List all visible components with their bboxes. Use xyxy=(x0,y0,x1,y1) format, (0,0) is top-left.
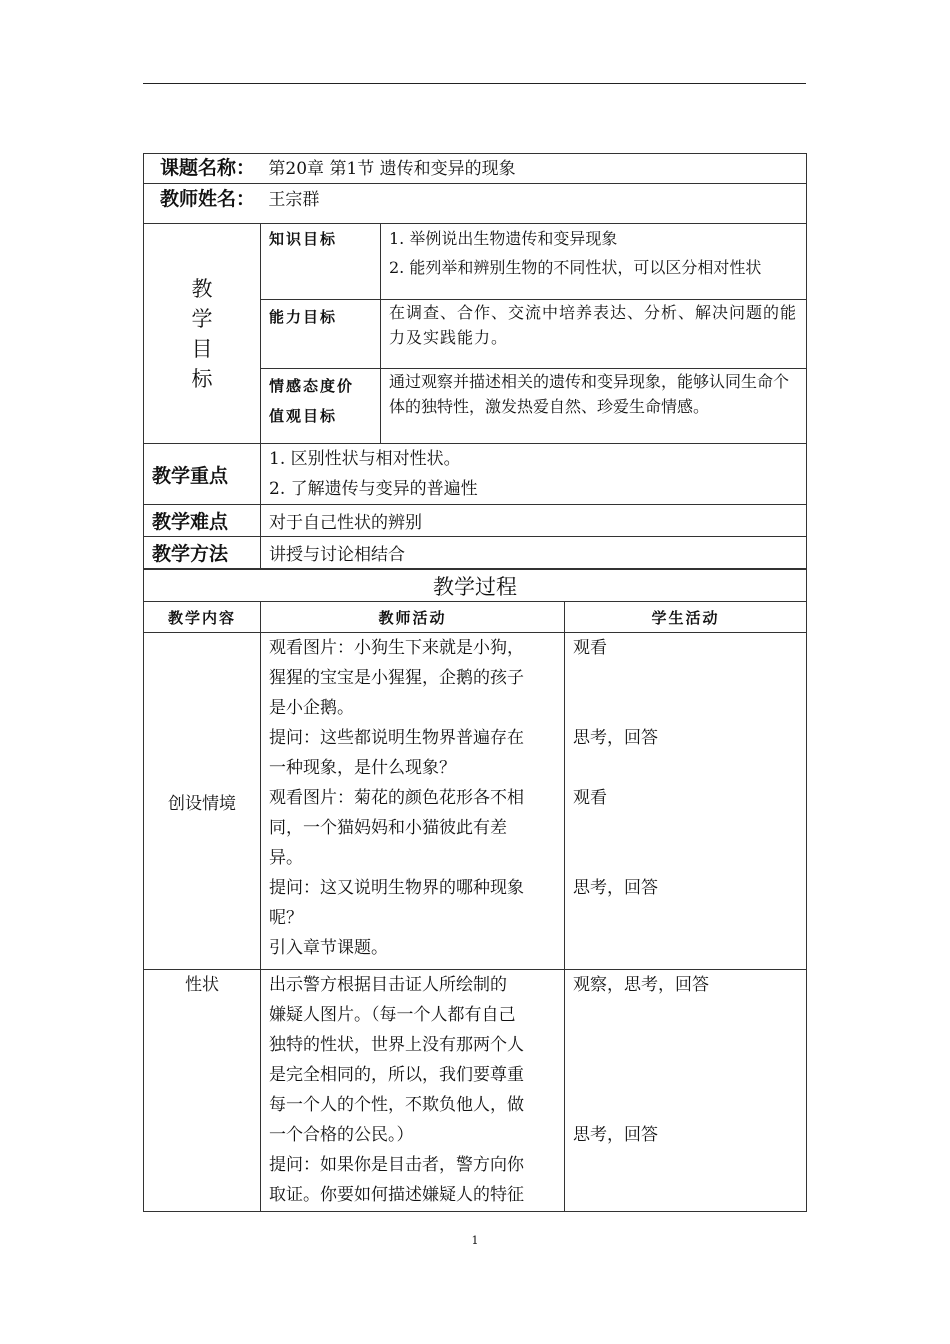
teacher-line: 是小企鹅。 xyxy=(269,698,354,718)
process-title: 教学过程 xyxy=(144,570,807,602)
student-line: 观察，思考，回答 xyxy=(573,975,709,995)
teacher-line: 异。 xyxy=(269,848,303,868)
teacher-line: 独特的性状，世界上没有那两个人 xyxy=(269,1035,524,1055)
goals-label xyxy=(144,224,261,444)
knowledge-item: 1. 举例说出生物遗传和变异现象 xyxy=(389,229,618,248)
student-line xyxy=(573,663,798,693)
teacher-line: 出示警方根据目击证人所绘制的 xyxy=(269,975,507,995)
teacher-line: 提问：这又说明生物界的哪种现象 xyxy=(269,878,524,898)
student-line xyxy=(573,693,798,723)
goals-label-char: 教 xyxy=(191,276,213,301)
knowledge-goal-text xyxy=(381,224,807,300)
teacher-line: 一种现象，是什么现象？ xyxy=(269,758,456,778)
teacher-line: 呢？ xyxy=(269,908,303,928)
lesson-info-table xyxy=(143,153,807,569)
method-text: 讲授与讨论相结合 xyxy=(261,537,807,569)
col-header-student: 学生活动 xyxy=(565,602,807,633)
student-line: 思考，回答 xyxy=(573,1125,658,1145)
student-line xyxy=(573,1060,798,1090)
student-line: 思考，回答 xyxy=(573,878,658,898)
teacher-line: 猩猩的宝宝是小猩猩，企鹅的孩子 xyxy=(269,668,524,688)
teacher-value: 王宗群 xyxy=(268,190,320,210)
student-line: 观看 xyxy=(573,638,607,658)
teacher-line: 引入章节课题。 xyxy=(269,938,388,958)
emotion-goal-text: 通过观察并描述相关的遗传和变异现象，能够认同生命个体的独特性，激发热爱自然、珍爱生命情感。 xyxy=(381,369,807,444)
student-line: 思考，回答 xyxy=(573,728,658,748)
difficulty-text: 对于自己性状的辨别 xyxy=(261,505,807,537)
student-line: 观看 xyxy=(573,788,607,808)
teacher-line: 是完全相同的，所以，我们要尊重 xyxy=(269,1065,524,1085)
teacher-line: 每一个人的个性，不欺负他人，做 xyxy=(269,1095,524,1115)
goals-label-char: 目 xyxy=(191,336,213,361)
knowledge-item: 2. 能列举和辨别生物的不同性状，可以区分相对性状 xyxy=(389,258,762,277)
emotion-goal-label xyxy=(261,369,381,444)
topic-label: 课题名称： xyxy=(160,157,256,179)
student-activity-cell xyxy=(565,970,807,1212)
emotion-label-line: 情感态度价 xyxy=(269,377,355,395)
key-points-text xyxy=(261,444,807,505)
teacher-activity-cell xyxy=(261,633,565,970)
teacher-label: 教师姓名： xyxy=(160,188,256,210)
student-line xyxy=(573,843,798,873)
teacher-line: 提问：这些都说明生物界普遍存在 xyxy=(269,728,524,748)
emotion-label-line: 值观目标 xyxy=(269,407,338,425)
content-cell: 性状 xyxy=(144,970,261,1212)
topic-value: 第20章 第1节 遗传和变异的现象 xyxy=(268,159,516,179)
method-label: 教学方法 xyxy=(144,537,261,569)
page-number: 1 xyxy=(471,1234,479,1247)
header-rule xyxy=(143,83,806,84)
teacher-line: 一个合格的公民。） xyxy=(269,1125,414,1145)
col-header-content: 教学内容 xyxy=(144,602,261,633)
process-table xyxy=(143,569,807,1212)
knowledge-goal-label: 知识目标 xyxy=(261,224,381,300)
key-points-label: 教学重点 xyxy=(144,444,261,505)
teacher-activity-cell xyxy=(261,970,565,1212)
student-activity-cell xyxy=(565,633,807,970)
key-point-item: 1. 区别性状与相对性状。 xyxy=(269,449,461,469)
teacher-row xyxy=(144,184,807,224)
difficulty-label: 教学难点 xyxy=(144,505,261,537)
goals-label-char: 学 xyxy=(191,306,213,331)
ability-goal-label: 能力目标 xyxy=(261,300,381,369)
key-point-item: 2. 了解遗传与变异的普遍性 xyxy=(269,479,478,499)
teacher-line: 取证。你要如何描述嫌疑人的特征 xyxy=(269,1185,524,1205)
goals-label-char: 标 xyxy=(191,366,213,391)
teacher-line: 嫌疑人图片。（每一个人都有自己 xyxy=(269,1005,516,1025)
content-cell: 创设情境 xyxy=(144,633,261,970)
col-header-teacher: 教师活动 xyxy=(261,602,565,633)
student-line xyxy=(573,1030,798,1060)
teacher-line: 同，一个猫妈妈和小猫彼此有差 xyxy=(269,818,507,838)
topic-row xyxy=(144,154,807,184)
teacher-line: 观看图片：小狗生下来就是小狗， xyxy=(269,638,524,658)
student-line xyxy=(573,1000,798,1030)
teacher-line: 观看图片：菊花的颜色花形各不相 xyxy=(269,788,524,808)
student-line xyxy=(573,813,798,843)
teacher-line: 提问：如果你是目击者，警方向你 xyxy=(269,1155,524,1175)
student-line xyxy=(573,753,798,783)
student-line xyxy=(573,1090,798,1120)
ability-goal-text: 在调查、合作、交流中培养表达、分析、解决问题的能力及实践能力。 xyxy=(381,300,807,369)
